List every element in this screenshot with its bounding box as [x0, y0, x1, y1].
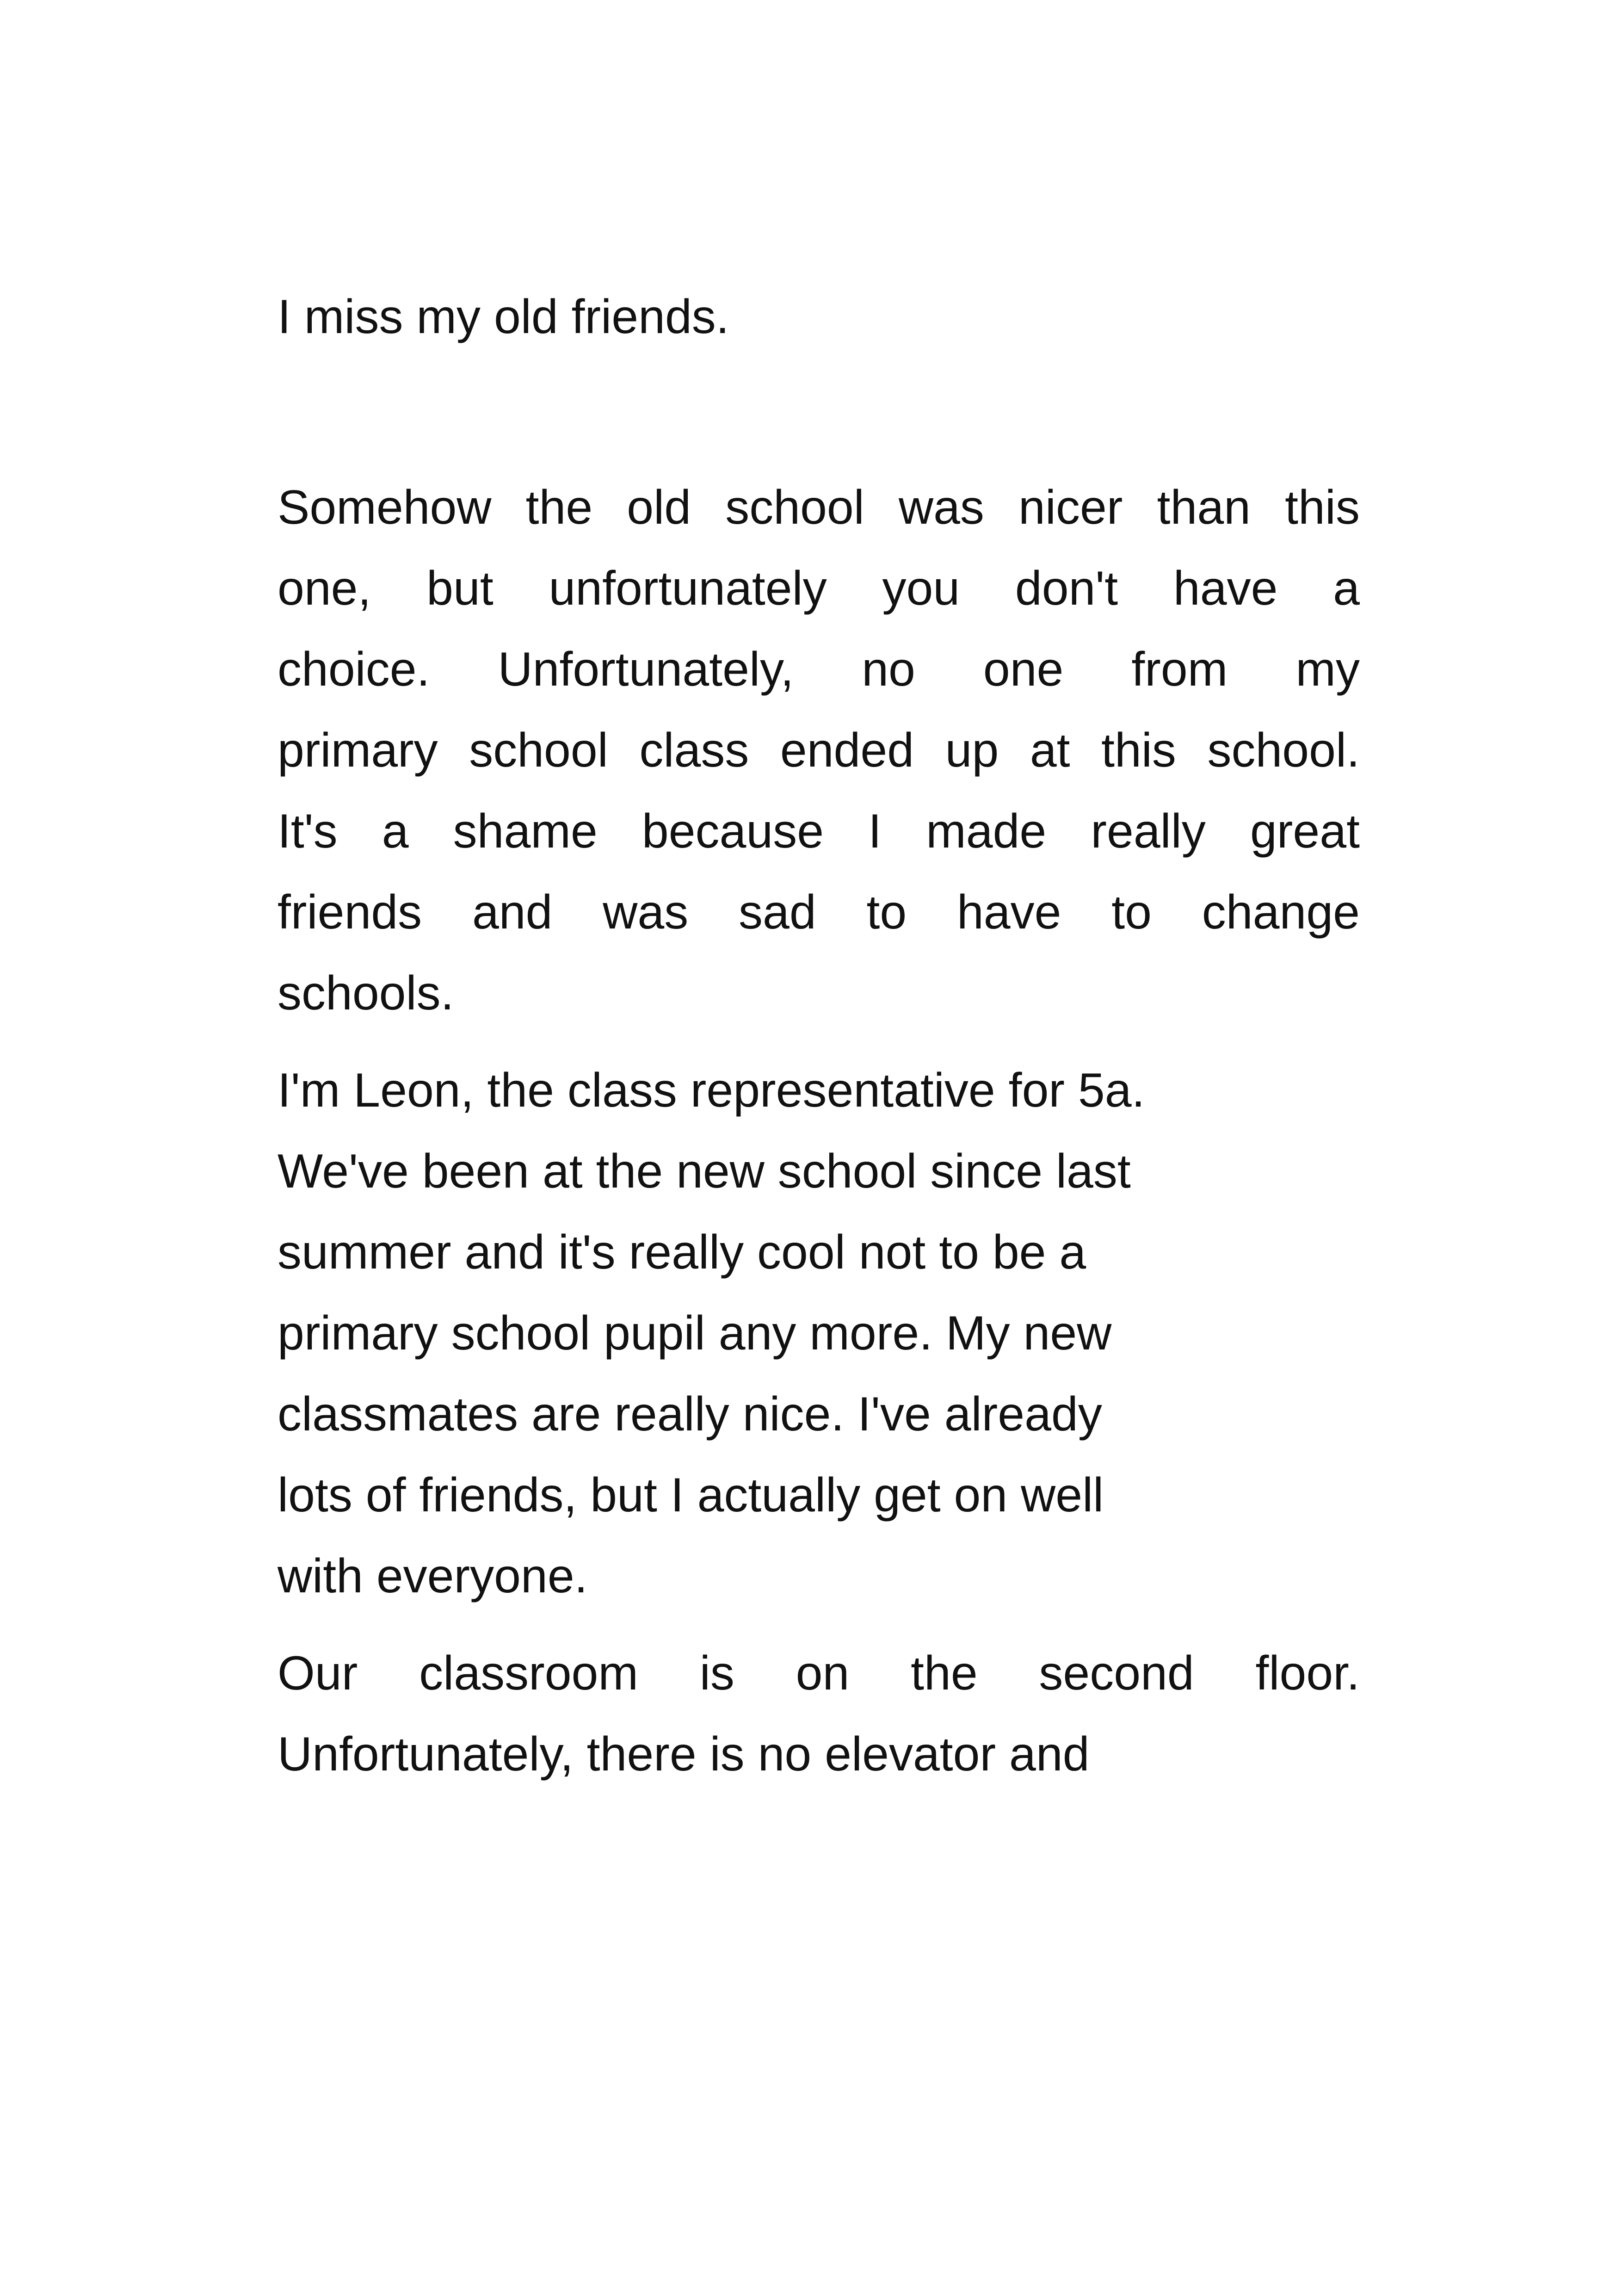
paragraph-line: I'm Leon, the class representative for 5a.	[278, 1064, 1145, 1117]
paragraph-line: We've been at the new school since last	[278, 1145, 1131, 1198]
paragraph-line: primary school pupil any more. My new	[278, 1306, 1112, 1360]
paragraph-line: classmates are really nice. I've already	[278, 1387, 1102, 1441]
paragraph-line: choice. Unfortunately, no one from my	[278, 643, 1360, 696]
paragraph-line: friends and was sad to have to change	[278, 885, 1360, 939]
paragraph-line: Unfortunately, there is no elevator and	[278, 1727, 1090, 1781]
paragraph-line: summer and it's really cool not to be a	[278, 1225, 1086, 1279]
paragraph-line: lots of friends, but I actually get on well	[278, 1468, 1104, 1522]
paragraph-line: primary school class ended up at this school.	[278, 724, 1360, 777]
paragraph-old-school	[278, 467, 1360, 1034]
heading-line	[278, 277, 1360, 358]
paragraph-line: schools.	[278, 966, 454, 1020]
paragraph-line: one, but unfortunately you don't have a	[278, 562, 1360, 615]
paragraph-line: Somehow the old school was nicer than this	[278, 481, 1360, 534]
paragraph-line: Our classroom is on the second floor.	[278, 1646, 1360, 1700]
paragraph-line: It's a shame because I made really great	[278, 805, 1360, 858]
heading-text: I miss my old friends.	[278, 290, 729, 344]
paragraph-line: with everyone.	[278, 1549, 588, 1603]
paragraph-classroom	[278, 1633, 1360, 1795]
paragraph-leon	[278, 1050, 1360, 1617]
